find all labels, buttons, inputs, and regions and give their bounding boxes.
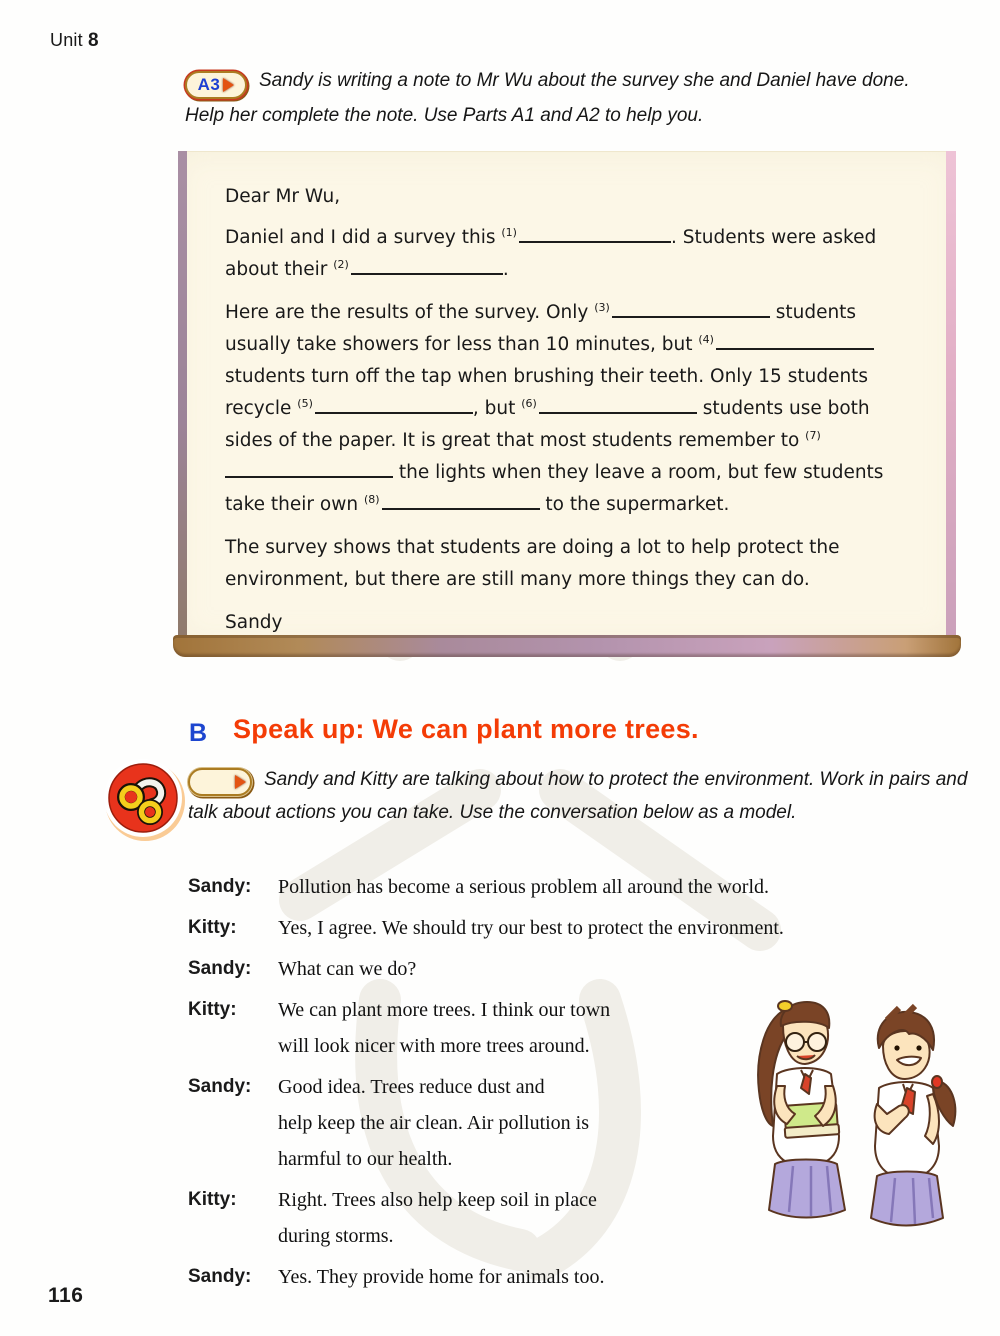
dialogue-text [278, 869, 769, 905]
dialogue-speaker: Sandy: [188, 1076, 252, 1097]
play-arrow-icon [223, 78, 234, 92]
dialogue-speaker: Kitty: [188, 999, 237, 1020]
dialogue-line: Right. Trees also help keep soil in place [278, 1189, 597, 1211]
blank-line [225, 462, 393, 478]
note-board [178, 151, 956, 657]
a3-exercise-intro [185, 64, 933, 132]
blank-number: (2) [333, 257, 349, 271]
dialogue-text [278, 992, 610, 1064]
blank-number: (7) [805, 428, 821, 442]
dialogue-line: We can plant more trees. I think our town [278, 999, 611, 1021]
blank-line [612, 302, 770, 318]
section-b-letter: B [189, 719, 208, 747]
dialogue-text [278, 1069, 589, 1177]
note-right-edge [946, 151, 956, 643]
note-greeting: Dear Mr Wu, [225, 186, 341, 207]
a3-badge-label: A3 [197, 75, 221, 94]
note-signature: Sandy [225, 612, 283, 633]
dialogue-row [188, 869, 988, 905]
note-paragraph: Daniel and I did a survey this $^{(1)}$ . Students were asked about their $^{(2)}$ . [225, 225, 877, 280]
blank-number: (4) [698, 332, 714, 346]
a3-instruction-text: Sandy is writing a note to Mr Wu about the survey she and Daniel have done. Help her complete the note. Use Parts A1 and A2 to help you. [185, 70, 910, 126]
unit-number: 8 [88, 30, 99, 51]
note-paragraphs [225, 222, 912, 596]
dialogue-speaker: Sandy: [188, 1266, 252, 1287]
blank-number: (1) [501, 225, 517, 239]
dialogue-text [278, 1182, 597, 1254]
note-paragraph: The survey shows that students are doing a lot to help protect the environment, but there are still many more things they can do. [225, 537, 840, 590]
dialogue-row [188, 951, 988, 987]
unit-label: Unit [50, 30, 83, 50]
blank-line [351, 259, 503, 275]
a3-badge [185, 71, 247, 99]
blank-line [519, 227, 671, 243]
dialogue-line: harmful to our health. [278, 1148, 453, 1170]
blank-line [716, 334, 874, 350]
dialogue-speaker: Kitty: [188, 917, 237, 938]
dialogue-text [278, 951, 416, 987]
blank-number: (3) [594, 300, 610, 314]
dialogue-text [278, 910, 784, 946]
speak-up-icon [101, 755, 187, 843]
blank-line [539, 398, 697, 414]
blank-number: (8) [363, 492, 380, 506]
dialogue-speaker: Sandy: [188, 876, 252, 897]
dialogue-line: Good idea. Trees reduce dust and [278, 1076, 545, 1098]
b-instruction-text: Sandy and Kitty are talking about how to protect the environment. Work in pairs and talk about actions you can take. Use the conversation below as a model. [188, 769, 968, 823]
unit-header [50, 30, 99, 52]
dialogue-line: Pollution has become a serious problem all around the world. [278, 876, 770, 898]
note-left-edge [178, 151, 187, 643]
section-b-title: Speak up: We can plant more trees. [233, 714, 699, 744]
dialogue-line: Yes. They provide home for animals too. [278, 1266, 605, 1288]
dialogue-line: help keep the air clean. Air pollution is [278, 1112, 590, 1134]
play-arrow-icon [235, 775, 246, 789]
blank-number: (6) [521, 396, 537, 410]
dialogue-line: during storms. [278, 1225, 394, 1247]
page-number: 116 [48, 1284, 84, 1307]
dialogue-line: What can we do? [278, 958, 417, 980]
note-paragraph: Here are the results of the survey. Only $^{(3)}$ students usually take showers for less than 10 minutes, but $^{(4)}$ students turn off the tap when brushing their teeth. Only 15 students recycle $^{(5)}$ , but $^{(6)}$ students use both sides of the paper. It is great that most students remember to $^{(7)}$ the lights when they leave a room, but few students take their own $^{(8)}$ to the supermarket. [225, 300, 884, 515]
dialogue-row [188, 1259, 988, 1295]
dialogue-speaker: Sandy: [188, 958, 252, 979]
empty-exercise-badge [188, 768, 252, 796]
note-body [187, 151, 946, 643]
blank-line [315, 398, 473, 414]
dialogue-line: will look nicer with more trees around. [278, 1035, 590, 1057]
section-b-instruction [188, 764, 982, 829]
students-illustration [727, 986, 980, 1236]
blank-number: (5) [297, 396, 313, 410]
dialogue-text [278, 1259, 604, 1295]
dialogue-row [188, 910, 988, 946]
dialogue-line: Yes, I agree. We should try our best to protect the environment. [278, 917, 784, 939]
blank-line [382, 494, 540, 510]
dialogue-speaker: Kitty: [188, 1189, 237, 1210]
